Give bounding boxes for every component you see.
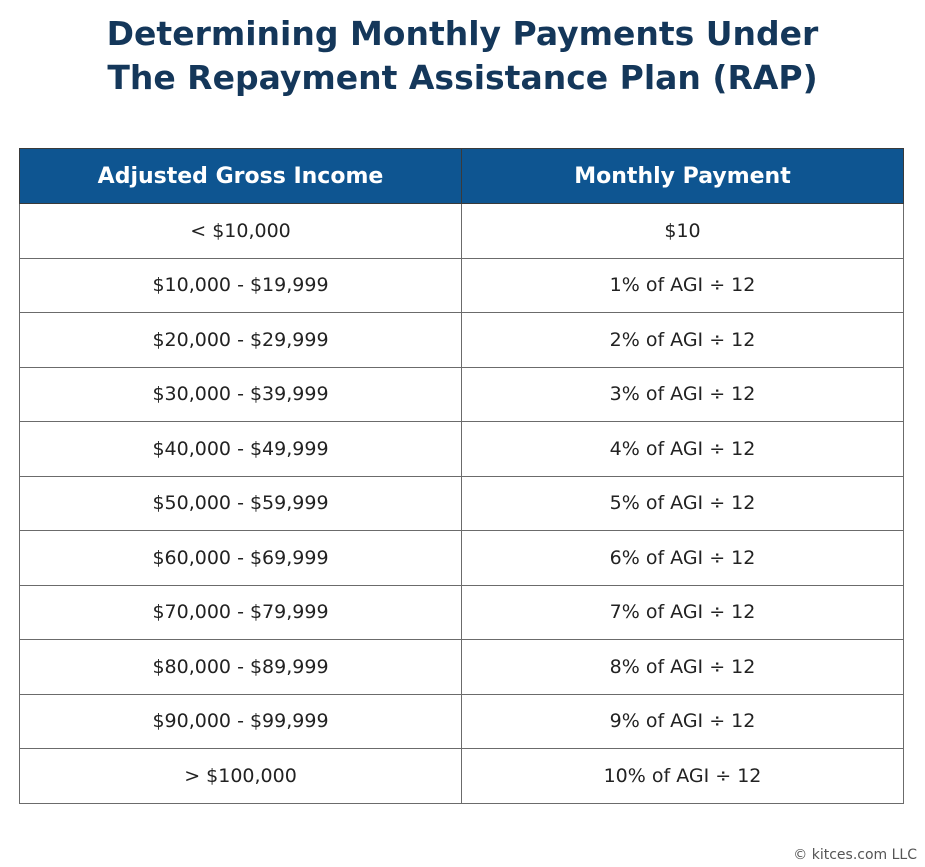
- payment-cell: 6% of AGI ÷ 12: [462, 531, 904, 586]
- table-row: [20, 749, 904, 804]
- agi-cell: < $10,000: [20, 204, 462, 259]
- agi-cell: $30,000 - $39,999: [20, 367, 462, 422]
- table-row: [20, 476, 904, 531]
- payment-cell: 8% of AGI ÷ 12: [462, 640, 904, 695]
- table-row: [20, 258, 904, 313]
- agi-cell: > $100,000: [20, 749, 462, 804]
- table-row: [20, 585, 904, 640]
- title-line-2: The Repayment Assistance Plan (RAP): [107, 58, 818, 97]
- copyright-notice: © kitces.com LLC: [793, 847, 917, 863]
- table-row: [20, 367, 904, 422]
- payment-cell: 3% of AGI ÷ 12: [462, 367, 904, 422]
- payment-cell: 10% of AGI ÷ 12: [462, 749, 904, 804]
- agi-cell: $20,000 - $29,999: [20, 313, 462, 368]
- table-row: [20, 422, 904, 477]
- payment-cell: 2% of AGI ÷ 12: [462, 313, 904, 368]
- agi-cell: $50,000 - $59,999: [20, 476, 462, 531]
- rap-payment-table: [19, 148, 904, 804]
- table-row: [20, 204, 904, 259]
- title-line-1: Determining Monthly Payments Under: [106, 14, 819, 53]
- column-header-monthly-payment: Monthly Payment: [462, 149, 904, 204]
- payment-cell: 7% of AGI ÷ 12: [462, 585, 904, 640]
- table-row: [20, 531, 904, 586]
- table-row: [20, 640, 904, 695]
- agi-cell: $90,000 - $99,999: [20, 694, 462, 749]
- column-header-agi: Adjusted Gross Income: [20, 149, 462, 204]
- agi-cell: $10,000 - $19,999: [20, 258, 462, 313]
- payment-cell: 9% of AGI ÷ 12: [462, 694, 904, 749]
- agi-cell: $70,000 - $79,999: [20, 585, 462, 640]
- agi-cell: $40,000 - $49,999: [20, 422, 462, 477]
- table-row: [20, 313, 904, 368]
- payment-cell: $10: [462, 204, 904, 259]
- payment-cell: 4% of AGI ÷ 12: [462, 422, 904, 477]
- payment-cell: 5% of AGI ÷ 12: [462, 476, 904, 531]
- payment-cell: 1% of AGI ÷ 12: [462, 258, 904, 313]
- table-row: [20, 694, 904, 749]
- agi-cell: $60,000 - $69,999: [20, 531, 462, 586]
- table-header-row: [20, 149, 904, 204]
- page-title: [0, 12, 925, 100]
- agi-cell: $80,000 - $89,999: [20, 640, 462, 695]
